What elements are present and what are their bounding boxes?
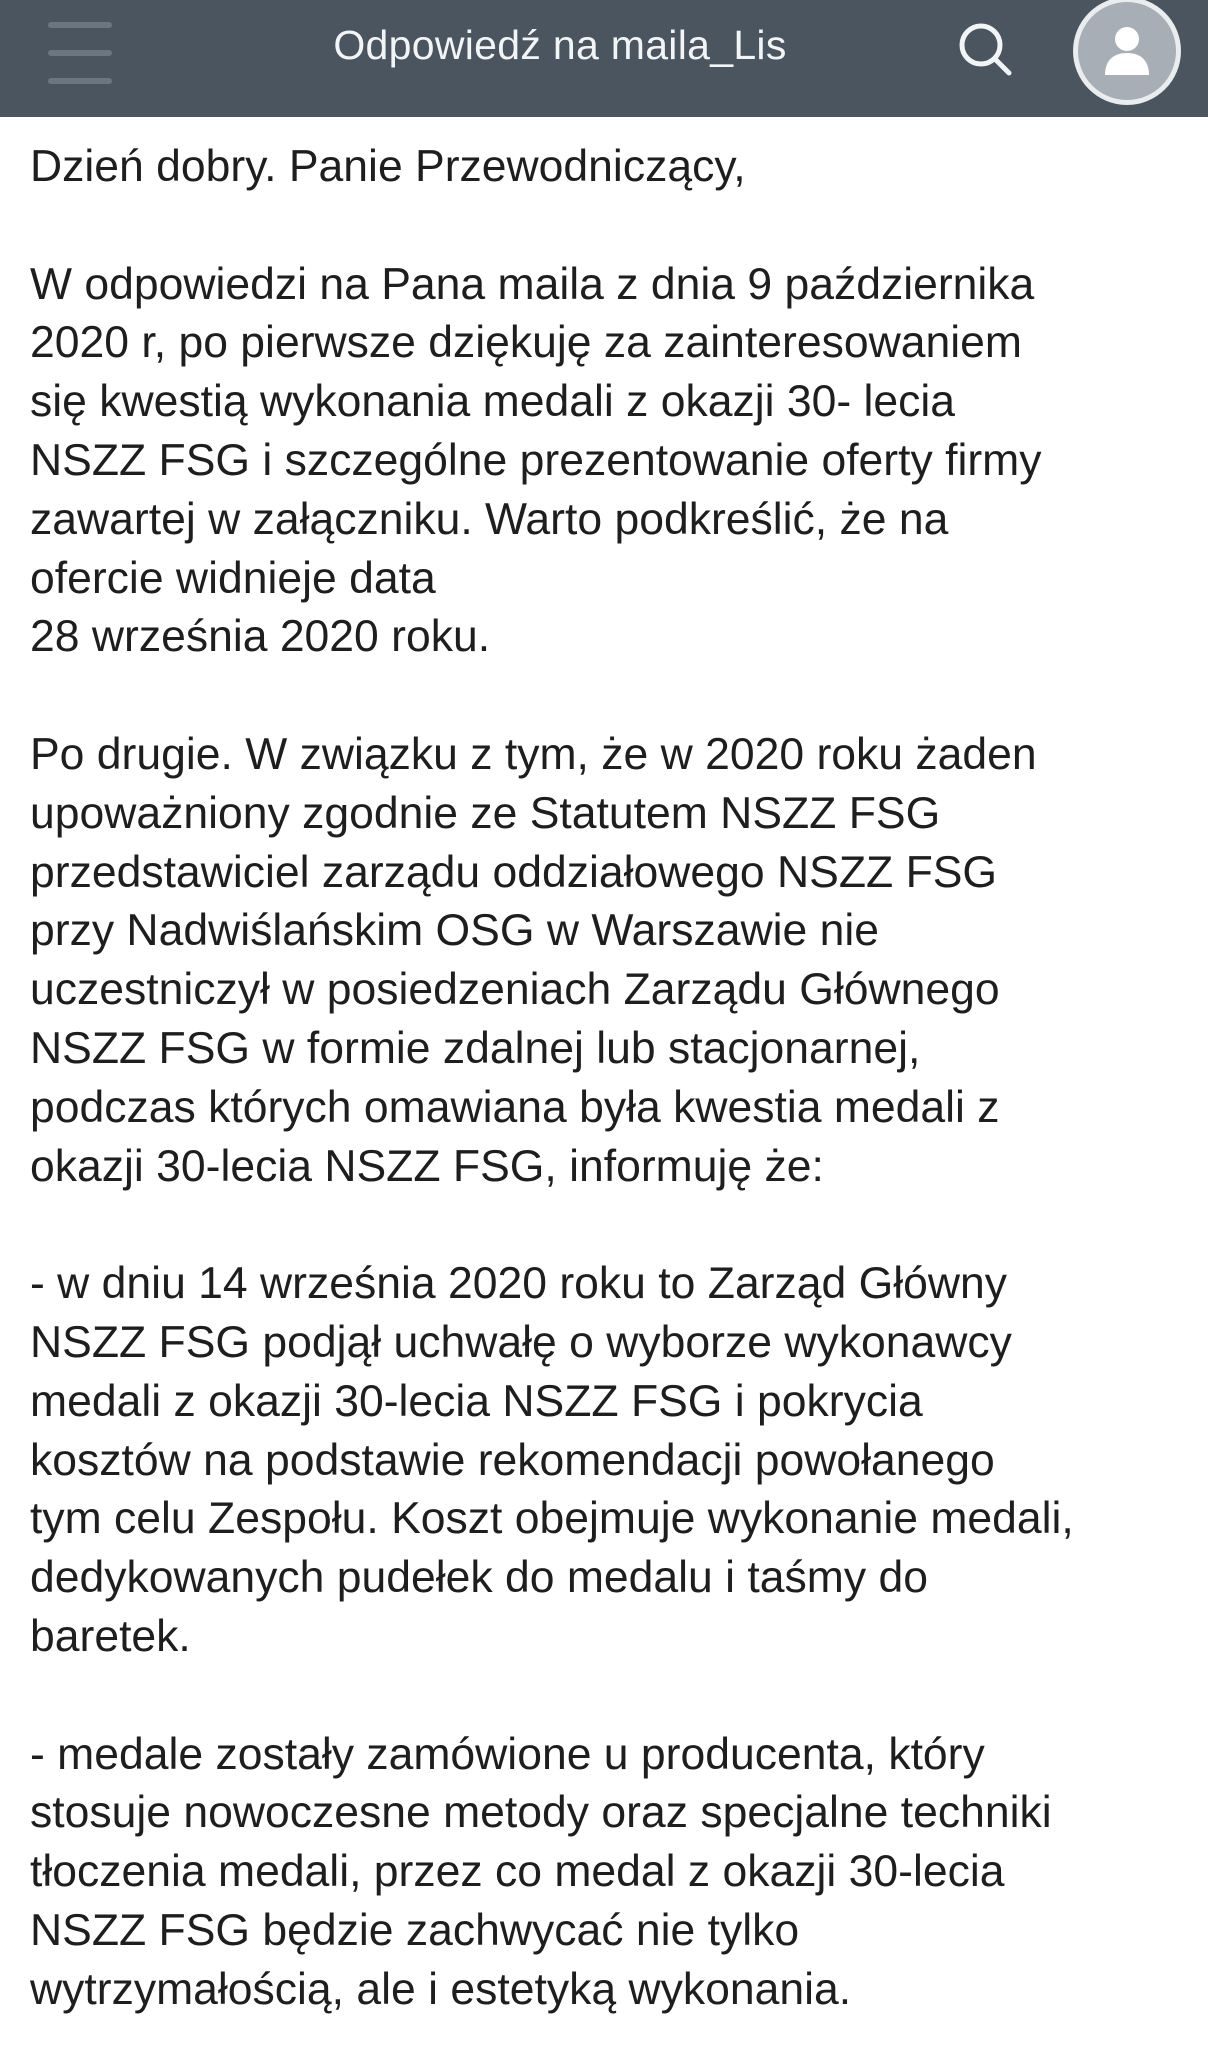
message-body xyxy=(30,138,1190,2020)
user-avatar-icon[interactable] xyxy=(1073,0,1181,105)
person-icon xyxy=(1099,23,1155,79)
hamburger-menu-icon[interactable] xyxy=(48,22,116,84)
message-paragraph-2: Po drugie. W związku z tym, że w 2020 roku żaden upoważniony zgodnie ze Statutem NSZZ FSG przedstawiciel zarządu oddziałowego NSZZ FSG przy Nadwiślańskim OSG w Warszawie nie uczestniczył w posiedzeniach Zarządu Głównego NSZZ FSG w formie zdalnej lub stacjonarnej, podczas których omawiana była kwestia medali z okazji 30-lecia NSZZ FSG, informuję że: xyxy=(30,729,1037,1191)
avatar-circle xyxy=(1078,2,1176,100)
message-paragraph-4: - medale zostały zamówione u producenta, który stosuje nowoczesne metody oraz specjalne techniki tłoczenia medali, przez co medal z okazji 30-lecia NSZZ FSG będzie zachwycać nie tylko wytrzymałością, ale i estetyką wykonania. xyxy=(30,1729,1052,2014)
search-icon-graphic xyxy=(950,14,1022,86)
menu-bar-middle xyxy=(48,50,112,56)
message-greeting: Dzień dobry. Panie Przewodniczący, xyxy=(30,142,746,191)
menu-bar-top xyxy=(48,22,112,28)
message-paragraph-1: W odpowiedzi na Pana maila z dnia 9 października 2020 r, po pierwsze dziękuję za zainteresowaniem się kwestią wykonania medali z okazji 30- lecia NSZZ FSG i szczególne prezentowanie oferty firmy zawartej w załączniku. Warto podkreślić, że na ofercie widnieje data 28 września 2020 roku. xyxy=(30,259,1042,662)
message-paragraph-3: - w dniu 14 września 2020 roku to Zarząd Główny NSZZ FSG podjął uchwałę o wyborze wykonawcy medali z okazji 30-lecia NSZZ FSG i pokrycia kosztów na podstawie rekomendacji powołanego tym celu Zespołu. Koszt obejmuje wykonanie medali, dedykowanych pudełek do medalu i taśmy do baretek. xyxy=(30,1259,1074,1661)
search-icon[interactable] xyxy=(950,14,1022,86)
menu-bar-bottom xyxy=(48,78,112,84)
top-app-bar xyxy=(0,0,1208,117)
document-title: Odpowiedź na maila_Lis xyxy=(333,22,787,68)
